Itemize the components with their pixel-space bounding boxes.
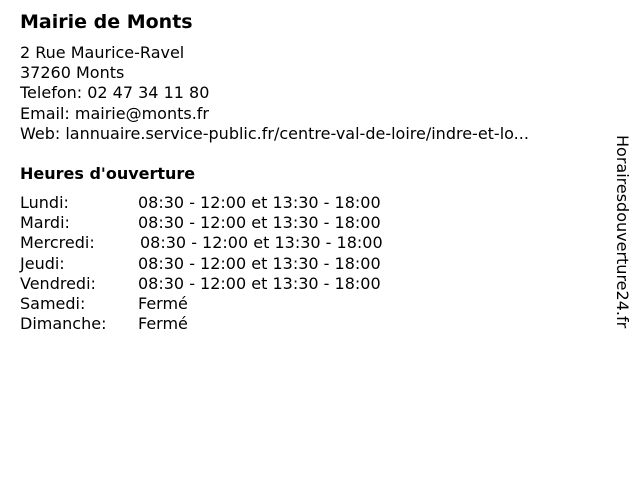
day-label: Mardi: bbox=[20, 213, 70, 233]
time-value: Fermé bbox=[138, 314, 188, 334]
email-text: Email: mairie@monts.fr bbox=[20, 103, 209, 123]
watermark-text: Horairesdouverture24.fr bbox=[613, 135, 632, 329]
hours-row-mardi bbox=[20, 213, 440, 233]
day-label: Vendredi: bbox=[20, 273, 96, 293]
hours-row-lundi bbox=[20, 193, 440, 213]
day-label: Dimanche: bbox=[20, 314, 107, 334]
address-city: 37260 Monts bbox=[20, 63, 125, 83]
web-text: Web: lannuaire.service-public.fr/centre-val-de-loire/indre-et-lo... bbox=[20, 123, 529, 143]
day-label: Mercredi: bbox=[20, 233, 95, 253]
time-value: 08:30 - 12:00 et 13:30 - 18:00 bbox=[138, 273, 381, 293]
contact-block bbox=[20, 43, 529, 144]
hours-row-mercredi bbox=[20, 233, 440, 253]
page-title: Mairie de Monts bbox=[20, 11, 193, 33]
time-value: Fermé bbox=[138, 293, 188, 313]
day-label: Samedi: bbox=[20, 293, 86, 313]
time-value: 08:30 - 12:00 et 13:30 - 18:00 bbox=[138, 213, 381, 233]
time-value: 08:30 - 12:00 et 13:30 - 18:00 bbox=[138, 253, 381, 273]
day-label: Lundi: bbox=[20, 193, 69, 212]
hours-heading: Heures d'ouverture bbox=[20, 164, 196, 183]
phone-text: Telefon: 02 47 34 11 80 bbox=[20, 83, 210, 103]
time-value: 08:30 - 12:00 et 13:30 - 18:00 bbox=[140, 233, 383, 253]
day-label: Jeudi: bbox=[20, 253, 65, 273]
hours-row-jeudi bbox=[20, 254, 440, 274]
hours-row-dimanche bbox=[20, 314, 440, 334]
time-value: 08:30 - 12:00 et 13:30 - 18:00 bbox=[138, 193, 381, 212]
hours-row-vendredi bbox=[20, 274, 440, 294]
hours-table bbox=[20, 193, 440, 334]
hours-row-samedi bbox=[20, 294, 440, 314]
address-street: 2 Rue Maurice-Ravel bbox=[20, 43, 185, 62]
